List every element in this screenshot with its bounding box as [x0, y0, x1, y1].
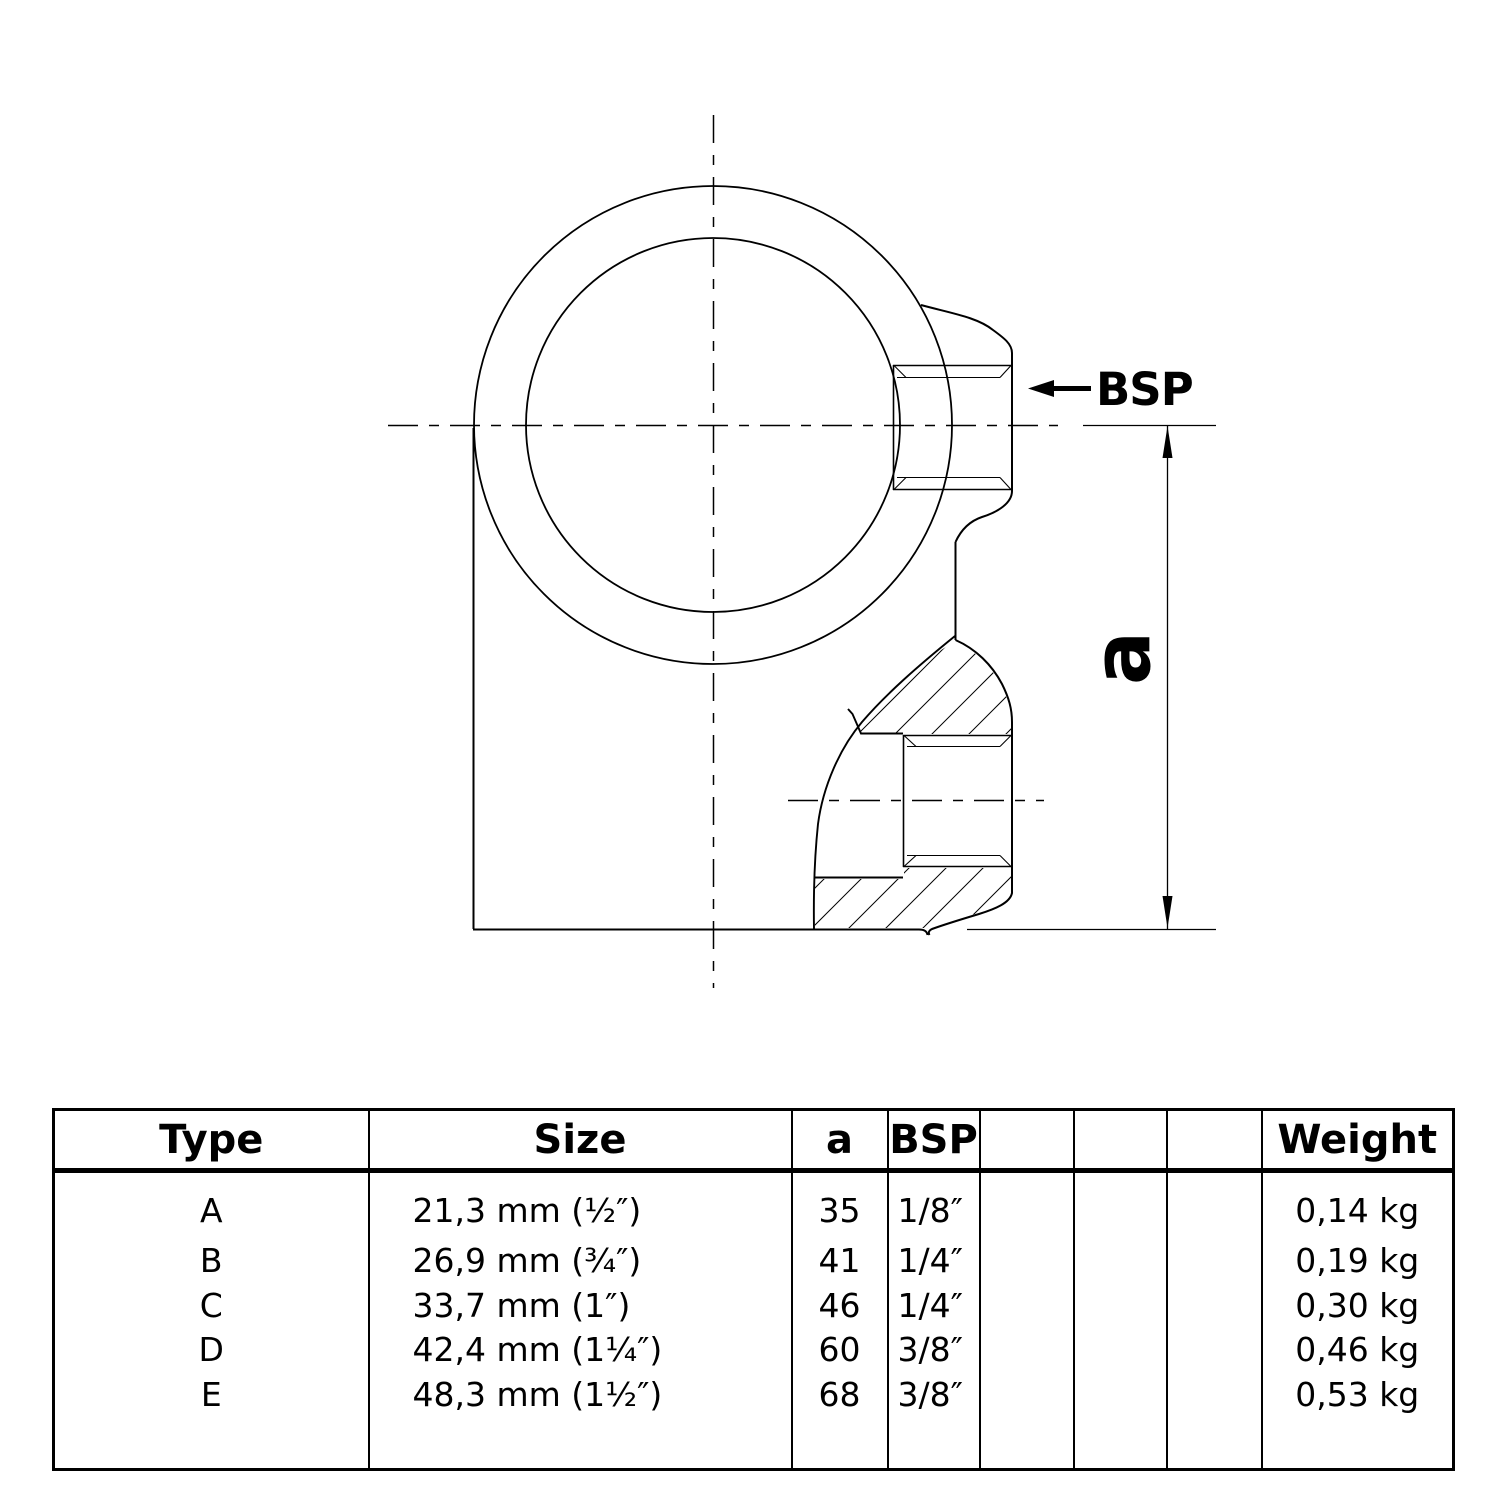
cell-bsp: 1/8″: [888, 1171, 980, 1239]
empty-cell: [1167, 1238, 1262, 1283]
table-row: [54, 1171, 1454, 1239]
cell-size: 33,7 mm (1″): [369, 1283, 792, 1328]
cell-a: 35: [792, 1171, 888, 1239]
bsp-label: BSP: [1096, 363, 1193, 416]
empty-cell: [1074, 1283, 1167, 1328]
dimension-arrow-up: [1163, 426, 1173, 458]
empty-cell: [1167, 1283, 1262, 1328]
cell-a: 68: [792, 1372, 888, 1417]
cell-weight: 0,19 kg: [1262, 1238, 1454, 1283]
empty-cell: [1167, 1328, 1262, 1373]
header-weight: Weight: [1262, 1110, 1454, 1171]
empty-cell: [980, 1238, 1074, 1283]
table-row: [54, 1372, 1454, 1417]
lower-boss-outline: [929, 640, 1012, 935]
cell-size: 21,3 mm (½″): [369, 1171, 792, 1239]
empty-cell: [792, 1417, 888, 1470]
empty-cell: [888, 1417, 980, 1470]
header-type: Type: [54, 1110, 369, 1171]
empty-cell: [369, 1417, 792, 1470]
empty-cell: [1074, 1417, 1167, 1470]
cell-weight: 0,46 kg: [1262, 1328, 1454, 1373]
cell-weight: 0,14 kg: [1262, 1171, 1454, 1239]
hatch-lower-region: [555, 560, 1328, 1000]
cell-size: 26,9 mm (¾″): [369, 1238, 792, 1283]
empty-cell: [980, 1372, 1074, 1417]
cell-bsp: 1/4″: [888, 1238, 980, 1283]
header-empty: [1167, 1110, 1262, 1171]
header-empty: [980, 1110, 1074, 1171]
empty-cell: [1167, 1372, 1262, 1417]
empty-cell: [1074, 1171, 1167, 1239]
filler-row: [54, 1417, 1454, 1470]
cell-type: D: [54, 1328, 369, 1373]
empty-cell: [1074, 1238, 1167, 1283]
cell-type: C: [54, 1283, 369, 1328]
empty-cell: [980, 1417, 1074, 1470]
empty-cell: [1167, 1171, 1262, 1239]
upper-boss-outline: [921, 305, 1012, 542]
body-bottom-edge: [473, 930, 928, 936]
dimension-arrow-down: [1163, 896, 1173, 928]
cell-a: 46: [792, 1283, 888, 1328]
header-a: a: [792, 1110, 888, 1171]
empty-cell: [1074, 1372, 1167, 1417]
header-size: Size: [369, 1110, 792, 1171]
table-row: [54, 1238, 1454, 1283]
empty-cell: [54, 1417, 369, 1470]
cell-bsp: 1/4″: [888, 1283, 980, 1328]
hatch-upper-region: [555, 560, 1328, 1000]
cell-weight: 0,53 kg: [1262, 1372, 1454, 1417]
section-arc: [814, 636, 955, 929]
cell-size: 42,4 mm (1¼″): [369, 1328, 792, 1373]
empty-cell: [1074, 1328, 1167, 1373]
header-empty: [1074, 1110, 1167, 1171]
dimension-a-label: a: [1075, 631, 1169, 685]
cell-size: 48,3 mm (1½″): [369, 1372, 792, 1417]
cell-a: 41: [792, 1238, 888, 1283]
empty-cell: [980, 1328, 1074, 1373]
header-row: [54, 1110, 1454, 1171]
bsp-callout-arrow: [1028, 380, 1091, 397]
spec-table: [52, 1108, 1455, 1471]
cell-bsp: 3/8″: [888, 1328, 980, 1373]
cell-type: B: [54, 1238, 369, 1283]
empty-cell: [1262, 1417, 1454, 1470]
table-row: [54, 1328, 1454, 1373]
table-row: [54, 1283, 1454, 1328]
cell-type: A: [54, 1171, 369, 1239]
empty-cell: [1167, 1417, 1262, 1470]
cell-bsp: 3/8″: [888, 1372, 980, 1417]
header-bsp: BSP: [888, 1110, 980, 1171]
empty-cell: [980, 1283, 1074, 1328]
cell-weight: 0,30 kg: [1262, 1283, 1454, 1328]
cell-type: E: [54, 1372, 369, 1417]
empty-cell: [980, 1171, 1074, 1239]
cell-a: 60: [792, 1328, 888, 1373]
